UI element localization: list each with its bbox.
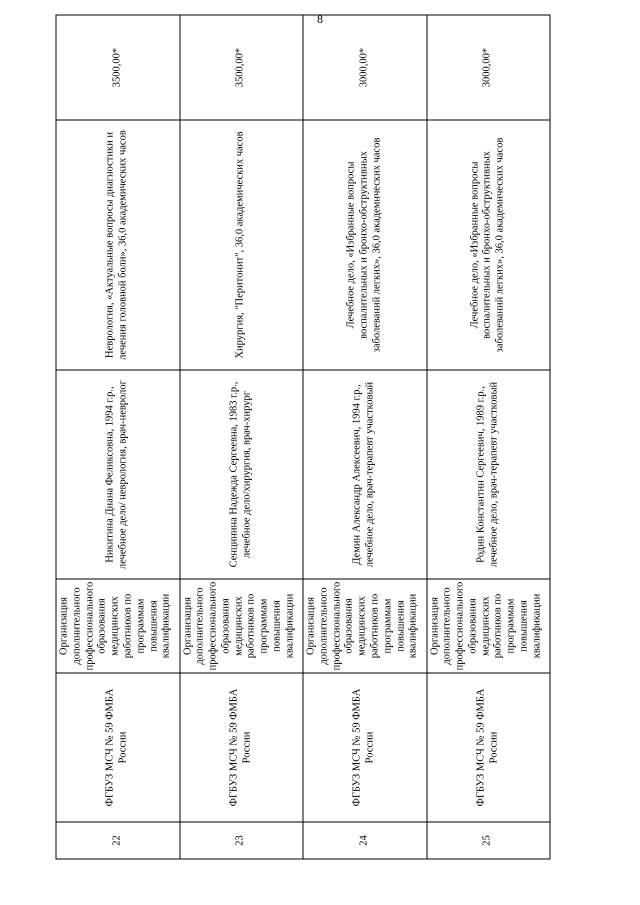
education-form-text: Организация дополнительного профессионального образования медицинских работников по программам повышения квалификации (428, 581, 542, 670)
education-form-cell (179, 579, 303, 673)
row-number: 23 (179, 822, 303, 859)
employee-text: Никитина Диана Феликсовна, 1994 г.р., лечебное дело/ неврология, врач-невролог (104, 379, 129, 569)
employee-text: Родин Константин Сергеевич, 1989 г.р., лечебное дело, врач-терапевт участковый (474, 381, 499, 567)
table-row (303, 15, 427, 859)
organization-cell: ФГБУЗ МСЧ № 59 ФМБА России (179, 673, 303, 822)
employee-cell (303, 370, 427, 579)
course-cell: Хирургия, "Перитонит", 36,0 академических часов (179, 120, 303, 370)
training-table (55, 14, 550, 859)
education-form-text: Организация дополнительного профессионального образования медицинских работников по программам повышения квалификации (305, 581, 419, 670)
price-cell: 3500,00* (56, 15, 180, 120)
organization-cell: ФГБУЗ МСЧ № 59 ФМБА России (426, 673, 550, 822)
education-form-text: Организация дополнительного профессионального образования медицинских работников по программам повышения квалификации (58, 581, 172, 670)
employee-text: Сенцинина Надежда Сергеевна, 1983 г.р., лечебное дело/хирургия, врач-хирург (227, 381, 252, 567)
education-form-cell (426, 579, 550, 673)
employee-cell (179, 370, 303, 579)
price-cell: 3500,00* (179, 15, 303, 120)
education-form-cell (56, 579, 180, 673)
employee-cell (56, 370, 180, 579)
employee-cell (426, 370, 550, 579)
course-cell: Неврология, «Актуальные вопросы диагностики и лечения головной боли», 36,0 академических часов (56, 120, 180, 370)
price-cell: 3000,00* (303, 15, 427, 120)
rotated-table-wrapper (55, 41, 550, 859)
employee-text: Демин Александр Алексеевич, 1994 г.р., лечебное дело, врач-терапевт участковый (351, 381, 376, 567)
course-cell: Лечебное дело, «Избранные вопросы воспалительных и бронхо-обструктивных заболеваний легких», 36,0 академических часов (426, 120, 550, 370)
table-row (426, 15, 550, 859)
row-number: 25 (426, 822, 550, 859)
organization-cell: ФГБУЗ МСЧ № 59 ФМБА России (303, 673, 427, 822)
education-form-text: Организация дополнительного профессионального образования медицинских работников по программам повышения квалификации (181, 581, 295, 670)
course-cell: Лечебное дело, «Избранные вопросы воспалительных и бронхо-обструктивных заболеваний легких», 36,0 академических часов (303, 120, 427, 370)
price-cell: 3000,00* (426, 15, 550, 120)
row-number: 24 (303, 822, 427, 859)
table-row (56, 15, 180, 859)
row-number: 22 (56, 822, 180, 859)
table-row (179, 15, 303, 859)
page-number: 8 (317, 12, 323, 26)
education-form-cell (303, 579, 427, 673)
organization-cell: ФГБУЗ МСЧ № 59 ФМБА России (56, 673, 180, 822)
